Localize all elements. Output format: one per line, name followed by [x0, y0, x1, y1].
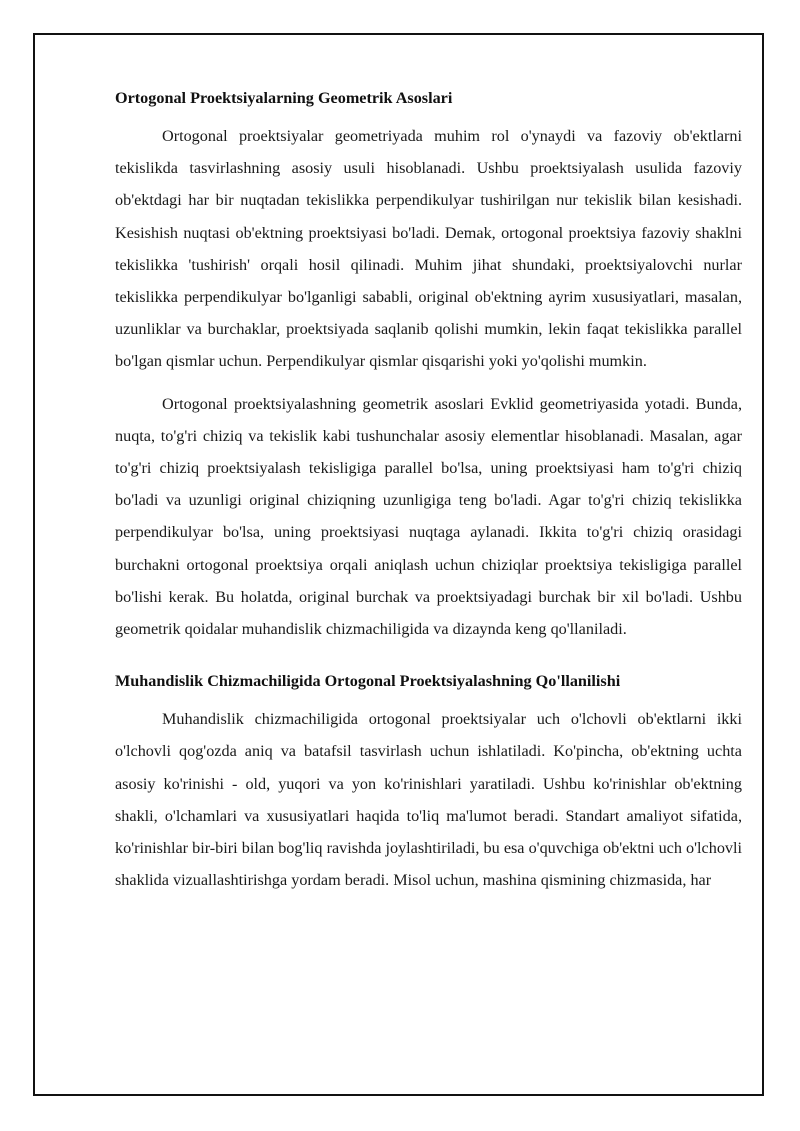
paragraph-engineering-views: Muhandislik chizmachiligida ortogonal proektsiyalar uch o'lchovli ob'ektlarni ikki o'lchovli qog'ozda aniq va batafsil tasvirlash uchun ishlatiladi. Ko'pincha, ob'ektning uchta asosiy ko'rinishi - old, yuqori va yon ko'rinishlari yaratiladi. Ushbu ko'rinishlar ob'ektning shakli, o'lchamlari va xususiyatlari haqida to'liq ma'lumot beradi. Standart amaliyot sifatida, ko'rinishlar bir-biri bilan bog'liq ravishda joylashtiriladi, bu esa o'quvchiga ob'ektni uch o'lchovli shaklida vizuallashtirishga yordam beradi. Misol uchun, mashina qismining chizmasida, har — [115, 710, 742, 890]
document-body — [115, 86, 742, 906]
section-heading-engineering-drawing: Muhandislik Chizmachiligida Ortogonal Proektsiyalashning Qo'llanilishi — [115, 672, 621, 691]
section-heading-geometric-foundations: Ortogonal Proektsiyalarning Geometrik Asoslari — [115, 89, 453, 107]
paragraph-euclidean-foundations: Ortogonal proektsiyalashning geometrik asoslari Evklid geometriyasida yotadi. Bunda, nuqta, to'g'ri chiziq va tekislik kabi tushunchalar asosiy elementlar hisoblanadi. Masalan, agar to'g'ri chiziq proektsiyalash tekisligiga parallel bo'lsa, uning proektsiyasi ham to'g'ri chiziq bo'ladi va uzunligi original chiziqning uzunligiga teng bo'ladi. Agar to'g'ri chiziq tekislikka perpendikulyar bo'lsa, uning proektsiyasi nuqtaga aylanadi. Ikkita to'g'ri chiziq orasidagi burchakni ortogonal proektsiya orqali aniqlash uchun chiziqlar proektsiya tekisligiga parallel bo'lishi kerak. Bu holatda, original burchak va proektsiyadagi burchak bir xil bo'ladi. Ushbu geometrik qoidalar muhandislik chizmachiligida va dizaynda keng qo'llaniladi. — [115, 394, 742, 639]
paragraph-orthogonal-intro: Ortogonal proektsiyalar geometriyada muhim rol o'ynaydi va fazoviy ob'ektlarni tekislikda tasvirlashning asosiy usuli hisoblanadi. Ushbu proektsiyalash usulida fazoviy ob'ektdagi har bir nuqtadan tekislikka perpendikulyar tushirilgan nur tekislik bilan kesishadi. Kesishish nuqtasi ob'ektning proektsiyasi bo'ladi. Demak, ortogonal proektsiya fazoviy shaklni tekislikka 'tushirish' orqali hosil qilinadi. Muhim jihat shundaki, proektsiyalovchi nurlar tekislikka perpendikulyar bo'lganligi sababli, original ob'ektning ayrim xususiyatlari, masalan, uzunliklar va burchaklar, proektsiyada saqlanib qolishi mumkin, lekin faqat tekislikka parallel bo'lgan qismlar uchun. Perpendikulyar qismlar qisqarishi yoki yo'qolishi mumkin. — [115, 127, 742, 371]
